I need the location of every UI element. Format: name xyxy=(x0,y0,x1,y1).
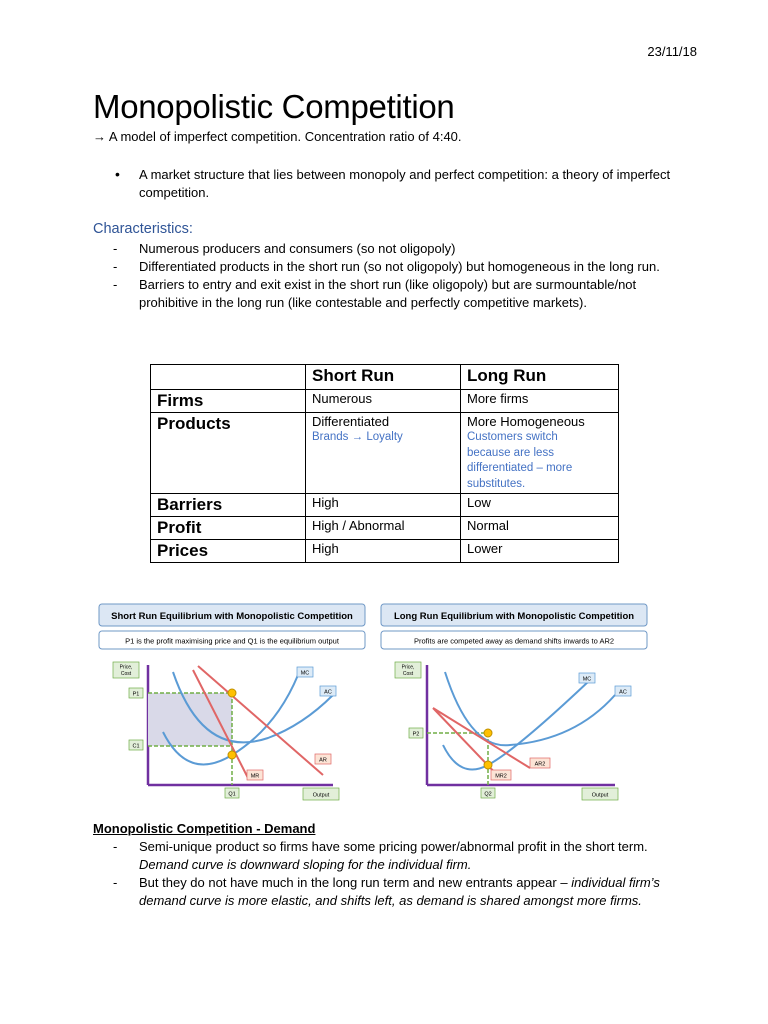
list-item: - But they do not have much in the long run term and new entrants appear – individual firm’s demand curve is more elastic, and shifts left, as demand is shared amongst more firms. xyxy=(113,875,660,908)
cell-profit-long: Normal xyxy=(461,517,619,540)
table-row xyxy=(151,517,619,540)
list-item: - Numerous producers and consumers (so not oligopoly) xyxy=(113,241,456,256)
characteristics-list xyxy=(113,240,693,312)
row-header-profit: Profit xyxy=(151,517,306,540)
intro-bullet-text: A market structure that lies between monopoly and perfect competition: a theory of imperfect competition. xyxy=(139,167,671,200)
ac-label: AC xyxy=(619,689,627,696)
list-item: - Differentiated products in the short run (so not oligopoly) but homogeneous in the long run. xyxy=(113,259,660,274)
ar2-label: AR2 xyxy=(534,761,546,768)
list-item: - Semi-unique product so firms have some pricing power/abnormal profit in the short term. Demand curve is downward sloping for the individual firm. xyxy=(113,839,648,872)
equilibrium-price-point xyxy=(228,689,236,697)
cell-prices-short: High xyxy=(306,540,461,563)
table-row xyxy=(151,413,619,494)
demand-item-1-italic: Demand curve is downward sloping for the individual firm. xyxy=(139,857,472,872)
q2-label: Q2 xyxy=(484,791,492,798)
ac-label: AC xyxy=(324,689,332,696)
short-run-diagram xyxy=(93,600,373,805)
p2-label: P2 xyxy=(412,731,420,738)
cell-firms-long: More firms xyxy=(461,390,619,413)
list-item: - Barriers to entry and exit exist in the short run (like oligopoly) but are surmountable/not prohibitive in the long run (like contestable and perfectly competitive markets). xyxy=(113,277,637,310)
characteristics-heading: Characteristics: xyxy=(93,221,193,237)
row-header-barriers: Barriers xyxy=(151,494,306,517)
demand-item-1-text: Semi-unique product so firms have some pricing power/abnormal profit in the short term. xyxy=(139,839,648,854)
short-run-caption: P1 is the profit maximising price and Q1 is the equilibrium output xyxy=(125,636,339,646)
table-corner-cell xyxy=(151,365,306,390)
mr2-label: MR2 xyxy=(495,773,507,780)
table-row xyxy=(151,494,619,517)
table-header-row xyxy=(151,365,619,390)
mr-label: MR xyxy=(250,773,260,780)
bullet-dot-icon: • xyxy=(115,166,120,182)
subtitle: → A model of imperfect competition. Concentration ratio of 4:40. xyxy=(93,129,462,144)
y-axis-label-1: Price, xyxy=(119,664,133,671)
cell-products-long-text: More Homogeneous xyxy=(467,414,585,429)
mc-label: MC xyxy=(582,676,592,683)
mc-curve xyxy=(443,680,590,770)
cell-products-short-note: Brands → Loyalty xyxy=(312,431,403,443)
row-header-products: Products xyxy=(151,413,306,494)
cell-firms-short: Numerous xyxy=(306,390,461,413)
column-header-short-run: Short Run xyxy=(306,365,461,390)
document-date: 23/11/18 xyxy=(647,44,697,59)
demand-list xyxy=(113,838,693,910)
equilibrium-price-point xyxy=(484,729,492,737)
list-item-text: Barriers to entry and exit exist in the short run (like oligopoly) but are surmountable/not prohibitive in the long run (like contestable and perfectly competitive markets). xyxy=(139,277,637,310)
comparison-table xyxy=(150,364,619,563)
list-item-text: Numerous producers and consumers (so not oligopoly) xyxy=(139,241,456,256)
demand-heading: Monopolistic Competition - Demand xyxy=(93,821,316,836)
y-axis-label-2: Cost xyxy=(120,671,132,677)
table-row xyxy=(151,540,619,563)
cell-products-long xyxy=(461,413,619,494)
ar-label: AR xyxy=(319,757,327,764)
row-header-firms: Firms xyxy=(151,390,306,413)
row-header-prices: Prices xyxy=(151,540,306,563)
short-run-title: Short Run Equilibrium with Monopolistic Competition xyxy=(111,611,353,622)
cell-barriers-short: High xyxy=(306,494,461,517)
cell-prices-long: Lower xyxy=(461,540,619,563)
mc-mr-point xyxy=(228,751,236,759)
long-run-title: Long Run Equilibrium with Monopolistic Competition xyxy=(393,611,635,622)
y-axis-label-1: Price, xyxy=(401,664,415,671)
cell-products-short-text: Differentiated xyxy=(312,414,390,429)
column-header-long-run: Long Run xyxy=(461,365,619,390)
long-run-diagram xyxy=(375,600,655,805)
list-item-text: Differentiated products in the short run (so not oligopoly) but homogeneous in the long run. xyxy=(139,259,660,274)
mc-mr-point xyxy=(484,761,492,769)
demand-item-2-text: But they do not have much in the long run term and new entrants appear – xyxy=(139,875,568,890)
cell-products-long-note: Customers switch because are less differentiated – more substitutes. xyxy=(467,431,573,490)
long-run-caption: Profits are competed away as demand shifts inwards to AR2 xyxy=(413,636,615,646)
intro-bullet xyxy=(115,166,695,201)
demand-item-2-italic: individual firm’s demand curve is more elastic, and shifts left, as demand is shared amongst more firms. xyxy=(139,875,660,908)
y-axis-label-2: Cost xyxy=(402,671,414,677)
q1-label: Q1 xyxy=(228,791,236,798)
output-label: Output xyxy=(591,792,609,799)
page-title: Monopolistic Competition xyxy=(93,88,455,125)
mc-label: MC xyxy=(300,670,310,677)
cell-products-short xyxy=(306,413,461,494)
cell-profit-short: High / Abnormal xyxy=(306,517,461,540)
c1-label: C1 xyxy=(132,743,140,750)
cell-barriers-long: Low xyxy=(461,494,619,517)
output-label: Output xyxy=(312,792,330,799)
p1-label: P1 xyxy=(132,691,140,698)
table-row xyxy=(151,390,619,413)
